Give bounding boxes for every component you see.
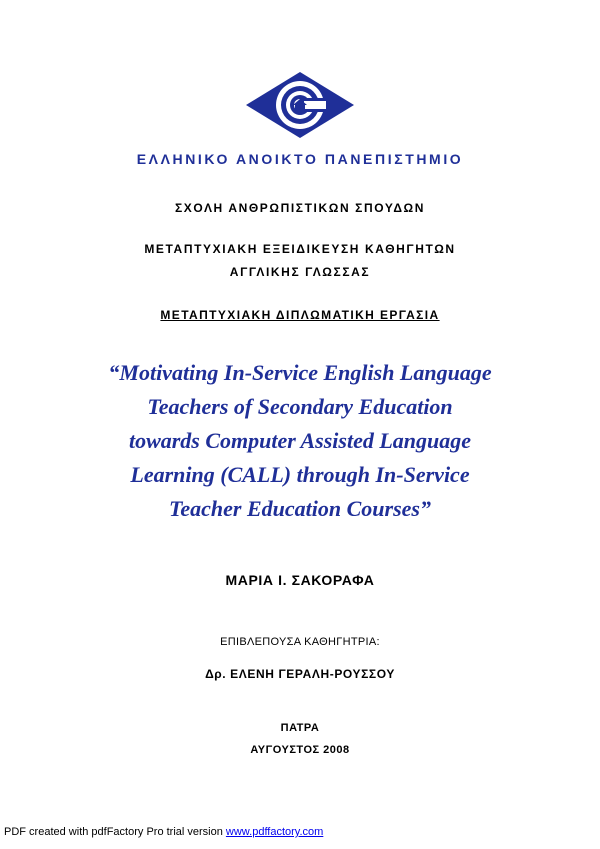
place: ΠΑΤΡΑ [280, 722, 320, 734]
supervisor-name: Δρ. ΕΛΕΝΗ ΓΕΡΑΛΗ-ΡΟΥΣΣΟΥ [205, 667, 395, 681]
supervisor-label: ΕΠΙΒΛΕΠΟΥΣΑ ΚΑΘΗΓΗΤΡΙΑ: [220, 636, 380, 648]
date: ΑΥΓΟΥΣΤΟΣ 2008 [250, 744, 350, 756]
university-logo-icon [244, 70, 356, 140]
title-line: towards Computer Assisted Language [128, 428, 472, 453]
specialization-line-2: ΑΓΓΛΙΚΗΣ ΓΛΩΣΣΑΣ [229, 265, 371, 279]
title-line: Teacher Education Courses” [168, 496, 431, 521]
footer-link[interactable]: www.pdffactory.com [225, 826, 324, 838]
title-line: Learning (CALL) through In-Service [130, 462, 470, 487]
school-name: ΣΧΟΛΗ ΑΝΘΡΩΠΙΣΤΙΚΩΝ ΣΠΟΥΔΩΝ [174, 201, 426, 215]
thesis-title [0, 356, 600, 526]
thesis-type-heading [0, 308, 600, 322]
university-name: ΕΛΛΗΝΙΚΟ ΑΝΟΙΚΤΟ ΠΑΝΕΠΙΣΤΗΜΙΟ [136, 151, 464, 167]
specialization-line-1: ΜΕΤΑΠΤΥΧΙΑΚΗ ΕΞΕΙΔΙΚΕΥΣΗ ΚΑΘΗΓΗΤΩΝ [144, 242, 456, 256]
title-line: Teachers of Secondary Education [147, 394, 453, 419]
footer-text: PDF created with pdfFactory Pro trial version [4, 826, 226, 838]
author-name: ΜΑΡΙΑ Ι. ΣΑΚΟΡΑΦΑ [225, 572, 375, 588]
pdf-footer [4, 826, 323, 838]
thesis-type-text: ΜΕΤΑΠΤΥΧΙΑΚΗ ΔΙΠΛΩΜΑΤΙΚΗ ΕΡΓΑΣΙΑ [160, 308, 440, 322]
title-line: “Motivating In-Service English Language [108, 360, 492, 385]
